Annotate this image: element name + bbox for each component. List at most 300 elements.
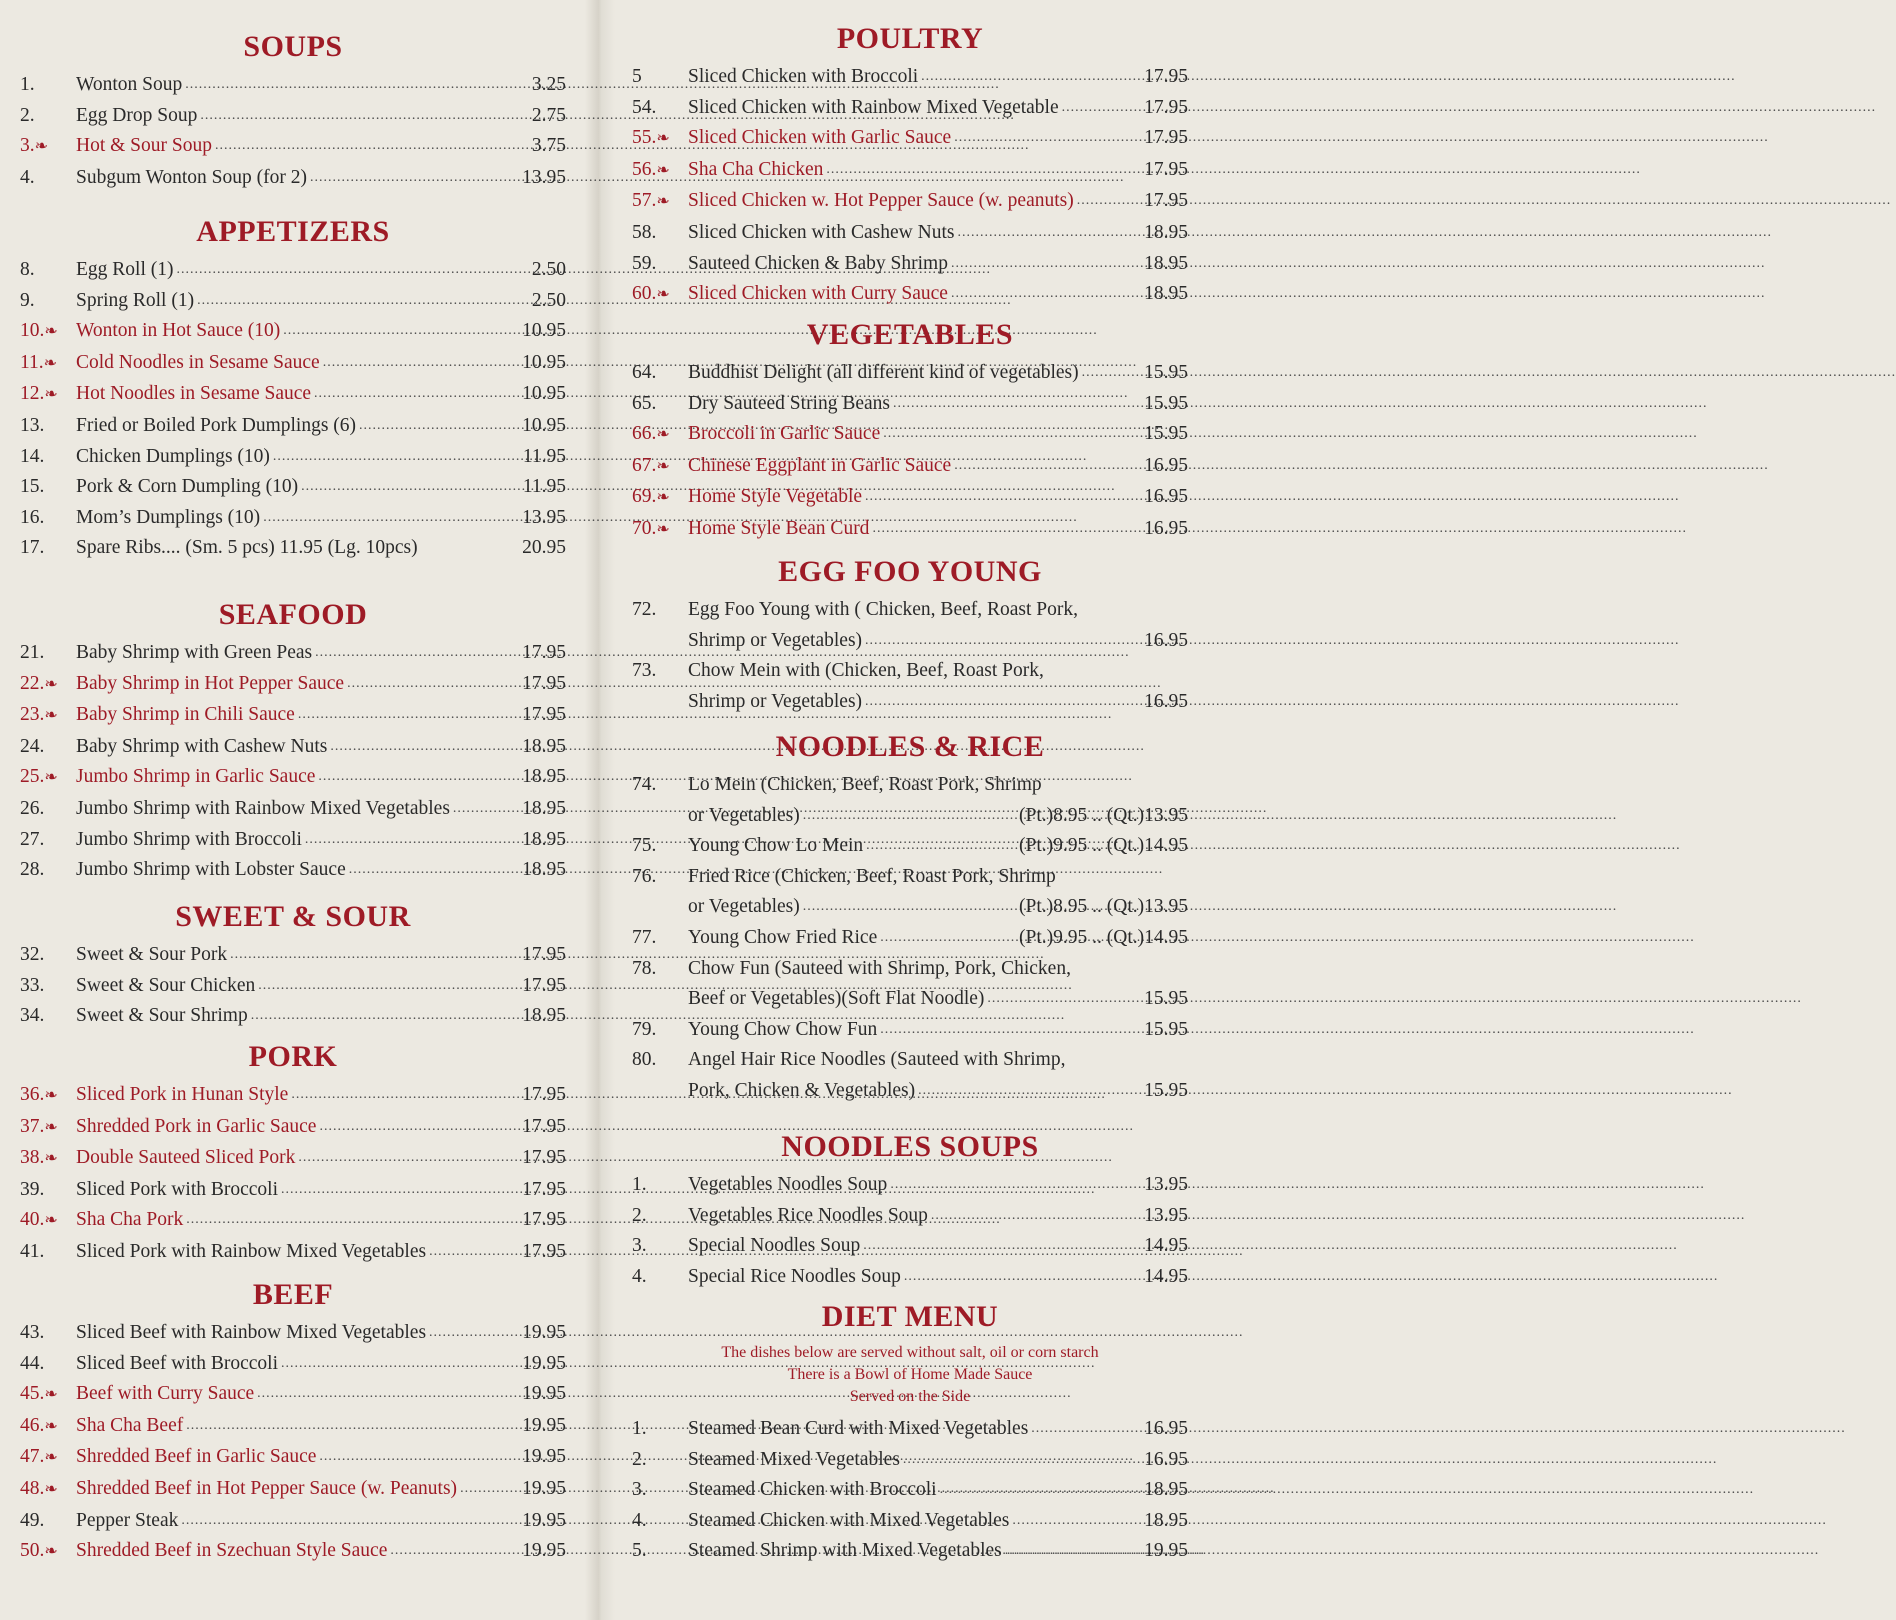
dot-leader <box>903 1445 1141 1476</box>
hot-pepper-icon: ❧ <box>44 1543 58 1561</box>
dot-leader <box>281 1349 519 1380</box>
menu-item-list <box>20 255 566 564</box>
item-name: Sliced Chicken with Curry Sauce <box>688 283 948 305</box>
item-body <box>76 1001 566 1032</box>
item-number-text: 48. <box>20 1477 45 1499</box>
item-body <box>688 123 1188 154</box>
menu-item <box>632 1262 1188 1293</box>
menu-item <box>20 1001 566 1032</box>
item-name: Jumbo Shrimp with Lobster Sauce <box>76 859 346 881</box>
item-line <box>76 638 566 669</box>
item-body <box>688 389 1188 420</box>
dot-leader <box>200 101 529 132</box>
item-name: Dry Sauteed String Beans <box>688 392 891 414</box>
dot-leader <box>359 411 519 442</box>
item-number-text: 1. <box>20 74 35 95</box>
item-name: Sliced Pork with Broccoli <box>76 1178 279 1200</box>
dot-leader <box>314 379 519 410</box>
item-number <box>20 1474 76 1506</box>
item-line <box>76 855 566 886</box>
item-number-text: 3. <box>632 1479 647 1501</box>
section-title: SWEET & SOUR <box>175 900 411 933</box>
dot-leader <box>880 923 1016 954</box>
item-price: 16.95 <box>1144 454 1188 476</box>
item-price: 15.95 <box>1144 362 1188 383</box>
menu-item <box>632 93 1188 124</box>
item-price: 13.95 <box>522 506 566 528</box>
item-line <box>688 770 1188 801</box>
item-body <box>688 1536 1188 1567</box>
dot-leader <box>283 316 519 347</box>
item-number-text: 34. <box>20 1005 45 1027</box>
item-number <box>632 862 688 893</box>
item-price: 17.95 <box>522 1209 566 1231</box>
item-body <box>76 131 566 162</box>
item-number <box>20 286 76 317</box>
item-line <box>76 940 566 971</box>
item-name: Broccoli in Garlic Sauce <box>688 423 881 445</box>
dot-leader <box>319 1442 519 1473</box>
menu-item <box>632 279 1188 311</box>
item-price: 17.95 <box>522 704 566 726</box>
item-price: 18.95 <box>522 859 566 881</box>
item-number-text: 64. <box>632 362 657 383</box>
item-price: 2.50 <box>531 259 566 280</box>
item-number-text: 8. <box>20 259 35 280</box>
item-number-text: 22. <box>20 672 45 694</box>
item-line <box>76 163 566 194</box>
item-number <box>20 1379 76 1411</box>
item-number <box>20 855 76 886</box>
item-number <box>632 595 688 626</box>
item-name: Sliced Chicken with Broccoli <box>688 66 919 87</box>
item-body <box>688 155 1188 186</box>
dot-leader <box>931 1201 1141 1232</box>
dot-leader <box>251 1001 519 1032</box>
menu-item-list <box>632 62 1188 311</box>
item-line <box>76 1379 566 1410</box>
item-name: Jumbo Shrimp with Broccoli <box>76 828 302 850</box>
menu-item <box>632 595 1188 656</box>
item-number-text: 47. <box>20 1446 45 1468</box>
item-body <box>688 451 1188 482</box>
section-title: POULTRY <box>836 22 984 55</box>
item-number <box>632 1445 688 1476</box>
dot-leader <box>181 1506 519 1537</box>
item-number <box>632 218 688 249</box>
item-line <box>688 93 1188 124</box>
item-number-text: 15. <box>20 476 45 498</box>
item-body <box>688 358 1188 389</box>
menu-item <box>632 1015 1188 1046</box>
item-body <box>688 186 1188 217</box>
item-number <box>20 442 76 473</box>
item-name: Sliced Chicken w. Hot Pepper Sauce (w. peanuts) <box>688 190 1074 212</box>
item-body <box>688 954 1188 1015</box>
dot-leader <box>880 1015 1141 1046</box>
item-number-text: 33. <box>20 974 45 996</box>
item-number-text: 44. <box>20 1352 45 1374</box>
dot-leader <box>298 1143 519 1174</box>
item-price: 18.95 <box>522 735 566 757</box>
item-number-text: 23. <box>20 704 45 726</box>
item-price: 16.95 <box>1144 629 1188 651</box>
menu-item-list <box>20 70 566 193</box>
item-number <box>20 1205 76 1237</box>
item-price: 18.95 <box>1144 283 1188 305</box>
item-number-text: 1. <box>632 1418 647 1439</box>
item-name: Pork, Chicken & Vegetables) <box>688 1079 916 1101</box>
item-name: Special Noodles Soup <box>688 1235 861 1257</box>
item-body <box>76 1411 566 1442</box>
item-line <box>76 101 566 132</box>
item-name: or Vegetables) <box>688 896 800 918</box>
item-number <box>20 533 76 564</box>
menu-item <box>632 1536 1188 1567</box>
menu-item <box>632 514 1188 546</box>
item-line <box>688 801 1188 832</box>
item-body <box>76 411 566 442</box>
menu-section-beef <box>20 1278 566 1568</box>
item-name: Vegetables Noodles Soup <box>688 1174 888 1195</box>
dot-leader <box>940 1475 1142 1506</box>
item-price: 2.75 <box>531 104 566 126</box>
item-number <box>20 700 76 732</box>
menu-item <box>20 411 566 442</box>
item-number <box>20 472 76 503</box>
menu-item <box>20 1442 566 1474</box>
dot-leader <box>803 892 1016 923</box>
menu-item <box>20 163 566 194</box>
section-title: SEAFOOD <box>218 598 368 631</box>
item-number-text: 25. <box>20 766 45 788</box>
item-number-text: 3. <box>632 1235 647 1257</box>
dot-leader <box>230 940 519 971</box>
menu-item <box>632 1506 1188 1537</box>
item-name: Wonton Soup <box>76 74 183 95</box>
item-line <box>688 249 1188 280</box>
item-price: 17.95 <box>522 944 566 965</box>
item-number-text: 79. <box>632 1018 657 1040</box>
item-name: Sha Cha Chicken <box>688 158 824 180</box>
dot-leader <box>453 794 519 825</box>
item-body <box>76 503 566 534</box>
item-number-text: 2. <box>632 1448 647 1470</box>
item-number-text: 77. <box>632 926 657 948</box>
dot-leader <box>893 389 1141 420</box>
item-price: 18.95 <box>1144 252 1188 274</box>
item-number-text: 32. <box>20 944 45 965</box>
menu-item-list <box>632 1414 1188 1567</box>
item-line <box>76 1143 566 1174</box>
item-name: Chow Mein with (Chicken, Beef, Roast Pork, <box>688 660 1044 682</box>
menu-item-list <box>632 595 1188 717</box>
item-line <box>76 1506 566 1537</box>
menu-item <box>20 700 566 732</box>
item-number <box>632 1170 688 1201</box>
hot-pepper-icon: ❧ <box>44 323 58 341</box>
dot-leader <box>957 218 1141 249</box>
menu-item <box>20 855 566 886</box>
dot-leader <box>460 1474 519 1505</box>
item-line <box>76 316 566 347</box>
item-name: Sha Cha Pork <box>76 1209 184 1231</box>
menu-item <box>20 825 566 856</box>
item-name: Cold Noodles in Sesame Sauce <box>76 351 320 373</box>
item-body <box>688 1231 1188 1262</box>
item-name: Sha Cha Beef <box>76 1414 184 1436</box>
menu-item-list <box>632 358 1188 546</box>
item-number <box>632 1475 688 1506</box>
item-number-text: 10. <box>20 320 45 342</box>
menu-item <box>632 419 1188 451</box>
item-number <box>632 451 688 483</box>
item-name: Sweet & Sour Shrimp <box>76 1005 248 1027</box>
item-name: Shrimp or Vegetables) <box>688 629 863 651</box>
item-price: (Pt.)9.95 .. (Qt.)14.95 <box>1019 926 1188 948</box>
dot-leader <box>186 1205 519 1236</box>
hot-pepper-icon: ❧ <box>44 1150 58 1168</box>
item-price: 19.95 <box>522 1509 566 1531</box>
item-line <box>688 831 1188 862</box>
item-number-text: 73. <box>632 660 657 682</box>
item-number-text: 74. <box>632 774 657 795</box>
item-number-text: 1. <box>632 1174 647 1195</box>
item-number-text: 5. <box>632 1540 647 1562</box>
item-name: Sweet & Sour Chicken <box>76 974 256 996</box>
hot-pepper-icon: ❧ <box>44 1417 58 1435</box>
item-price: 16.95 <box>1144 486 1188 508</box>
item-number <box>20 669 76 701</box>
item-number <box>632 1414 688 1445</box>
item-price: 18.95 <box>522 1005 566 1027</box>
item-line <box>76 1474 566 1505</box>
menu-item <box>20 1411 566 1443</box>
dot-leader <box>429 1318 519 1349</box>
item-name: Sliced Beef with Rainbow Mixed Vegetables <box>76 1322 427 1343</box>
item-price: 15.95 <box>1144 392 1188 414</box>
item-name: Steamed Chicken with Broccoli <box>688 1479 937 1501</box>
item-number <box>632 1201 688 1232</box>
item-line <box>688 451 1188 482</box>
menu-item <box>632 358 1188 389</box>
item-number-text: 2. <box>20 104 35 126</box>
item-number <box>20 255 76 286</box>
menu-item <box>20 101 566 132</box>
menu-item <box>20 1143 566 1175</box>
dot-leader <box>951 279 1141 310</box>
item-price: 19.95 <box>522 1383 566 1405</box>
item-number-text: 59. <box>632 252 657 274</box>
item-line <box>688 155 1188 186</box>
item-body <box>688 1170 1188 1201</box>
item-price: 17.95 <box>1144 96 1188 118</box>
item-name: Baby Shrimp with Cashew Nuts <box>76 735 328 757</box>
item-body <box>76 762 566 793</box>
item-number-text: 4. <box>632 1265 647 1287</box>
item-name: Special Rice Noodles Soup <box>688 1265 901 1287</box>
dot-leader <box>347 669 519 700</box>
item-body <box>688 93 1188 124</box>
item-number-text: 67. <box>632 454 657 476</box>
item-name: Subgum Wonton Soup (for 2) <box>76 166 307 188</box>
item-name: Young Chow Chow Fun <box>688 1018 878 1040</box>
item-name: Sweet & Sour Pork <box>76 944 228 965</box>
item-number-text: 12. <box>20 383 45 405</box>
item-body <box>76 1318 566 1349</box>
item-number <box>20 1143 76 1175</box>
item-body <box>688 831 1188 862</box>
item-price: (Pt.)9.95 .. (Qt.)14.95 <box>1019 835 1188 857</box>
item-number <box>20 638 76 669</box>
item-price: 11.95 <box>522 445 566 467</box>
dot-leader <box>390 1536 519 1567</box>
section-title: EGG FOO YOUNG <box>778 555 1042 588</box>
hot-pepper-icon: ❧ <box>656 520 670 538</box>
item-body <box>76 1175 566 1206</box>
menu-section-soups <box>20 30 566 193</box>
menu-item <box>20 1506 566 1537</box>
item-number-text: 55. <box>632 127 657 149</box>
item-body <box>76 472 566 503</box>
dot-leader <box>866 831 1016 862</box>
dot-leader <box>349 855 519 886</box>
item-name: Angel Hair Rice Noodles (Sauteed with Shrimp, <box>688 1049 1066 1071</box>
item-number-text: 27. <box>20 828 45 850</box>
hot-pepper-icon: ❧ <box>43 354 58 372</box>
item-price: 17.95 <box>1144 190 1188 212</box>
item-number <box>632 358 688 389</box>
item-price: 15.95 <box>1144 1018 1188 1040</box>
item-price: 19.95 <box>522 1446 566 1468</box>
item-number-text: 24. <box>20 735 45 757</box>
dot-leader <box>197 286 529 317</box>
section-title: DIET MENU <box>821 1300 999 1333</box>
item-number <box>632 1536 688 1567</box>
item-price: 18.95 <box>1144 1479 1188 1501</box>
item-name: Spring Roll (1) <box>76 289 195 311</box>
item-number <box>20 971 76 1002</box>
item-number <box>20 101 76 132</box>
menu-section-noodles-soups <box>632 1130 1188 1292</box>
item-number <box>632 93 688 124</box>
menu-item <box>20 379 566 411</box>
item-line <box>688 1201 1188 1232</box>
item-price: 20.95 <box>522 537 566 559</box>
dot-leader <box>1005 1536 1141 1567</box>
item-number <box>632 1262 688 1293</box>
item-line <box>688 984 1188 1015</box>
menu-item <box>20 1237 566 1268</box>
item-price: 18.95 <box>522 828 566 850</box>
item-name: Egg Drop Soup <box>76 104 198 126</box>
item-body <box>76 1080 566 1111</box>
hot-pepper-icon: ❧ <box>44 386 58 404</box>
item-name: Shredded Pork in Garlic Sauce <box>76 1115 317 1137</box>
hot-pepper-icon: ❧ <box>44 1480 58 1498</box>
menu-item <box>20 286 566 317</box>
item-price: 19.95 <box>522 1540 566 1562</box>
hot-pepper-icon: ❧ <box>656 489 670 507</box>
menu-item <box>20 70 566 101</box>
dot-leader <box>951 249 1141 280</box>
item-line <box>688 923 1188 954</box>
menu-item <box>632 770 1188 831</box>
item-line <box>688 1445 1188 1476</box>
item-line <box>688 1045 1188 1076</box>
dot-leader <box>954 451 1141 482</box>
item-number <box>632 186 688 218</box>
item-name: Sauteed Chicken & Baby Shrimp <box>688 252 948 274</box>
item-body <box>688 923 1188 954</box>
item-number <box>20 131 76 163</box>
item-number-text: 43. <box>20 1322 45 1343</box>
item-number-text: 41. <box>20 1240 45 1262</box>
item-name: Baby Shrimp in Chili Sauce <box>76 704 295 726</box>
item-price: 16.95 <box>1144 1448 1188 1470</box>
item-number-text: 80. <box>632 1049 657 1071</box>
item-name: Shredded Beef in Garlic Sauce <box>76 1446 317 1468</box>
item-name: Sliced Chicken with Rainbow Mixed Vegetable <box>688 96 1059 118</box>
item-price: 17.95 <box>522 1178 566 1200</box>
item-body <box>76 794 566 825</box>
item-number-text: 3. <box>20 135 35 157</box>
item-number <box>632 770 688 801</box>
section-title: NOODLES & RICE <box>775 730 1045 763</box>
item-name: Steamed Shrimp with Mixed Vegetables <box>688 1540 1002 1562</box>
menu-item <box>632 218 1188 249</box>
hot-pepper-icon: ❧ <box>656 426 670 444</box>
item-line <box>76 533 566 564</box>
menu-item-list <box>632 770 1188 1107</box>
item-line <box>76 255 566 286</box>
menu-item <box>20 1175 566 1206</box>
item-line <box>76 700 566 731</box>
dot-leader <box>921 62 1141 93</box>
item-number <box>20 762 76 794</box>
item-price: 14.95 <box>1144 1265 1188 1287</box>
hot-pepper-icon: ❧ <box>44 707 58 725</box>
item-body <box>76 348 566 379</box>
item-name: Young Chow Lo Mein <box>688 835 864 857</box>
item-number <box>632 249 688 280</box>
item-number-text: 14. <box>20 445 45 467</box>
item-number <box>20 1175 76 1206</box>
item-price: (Pt.)8.95 .. (Qt.)13.95 <box>1019 804 1188 826</box>
item-price: 19.95 <box>522 1414 566 1436</box>
menu-item <box>632 249 1188 280</box>
item-number <box>632 656 688 687</box>
item-name: Vegetables Rice Noodles Soup <box>688 1204 928 1226</box>
item-name: Shredded Beef in Hot Pepper Sauce (w. Peanuts) <box>76 1477 458 1499</box>
dot-leader <box>318 762 519 793</box>
menu-item <box>632 1201 1188 1232</box>
item-line <box>76 70 566 101</box>
item-number <box>20 316 76 348</box>
dot-leader <box>890 1170 1141 1201</box>
item-line <box>688 954 1188 985</box>
item-name: Shredded Beef in Szechuan Style Sauce <box>76 1540 388 1562</box>
item-price: 15.95 <box>1144 988 1188 1010</box>
hot-pepper-icon: ❧ <box>656 457 670 475</box>
item-line <box>688 389 1188 420</box>
item-body <box>76 1474 566 1505</box>
item-line <box>76 1536 566 1567</box>
item-number-text: 58. <box>632 221 657 243</box>
menu-item <box>20 1536 566 1568</box>
item-name: Sliced Chicken with Garlic Sauce <box>688 127 952 149</box>
item-line <box>76 1205 566 1236</box>
